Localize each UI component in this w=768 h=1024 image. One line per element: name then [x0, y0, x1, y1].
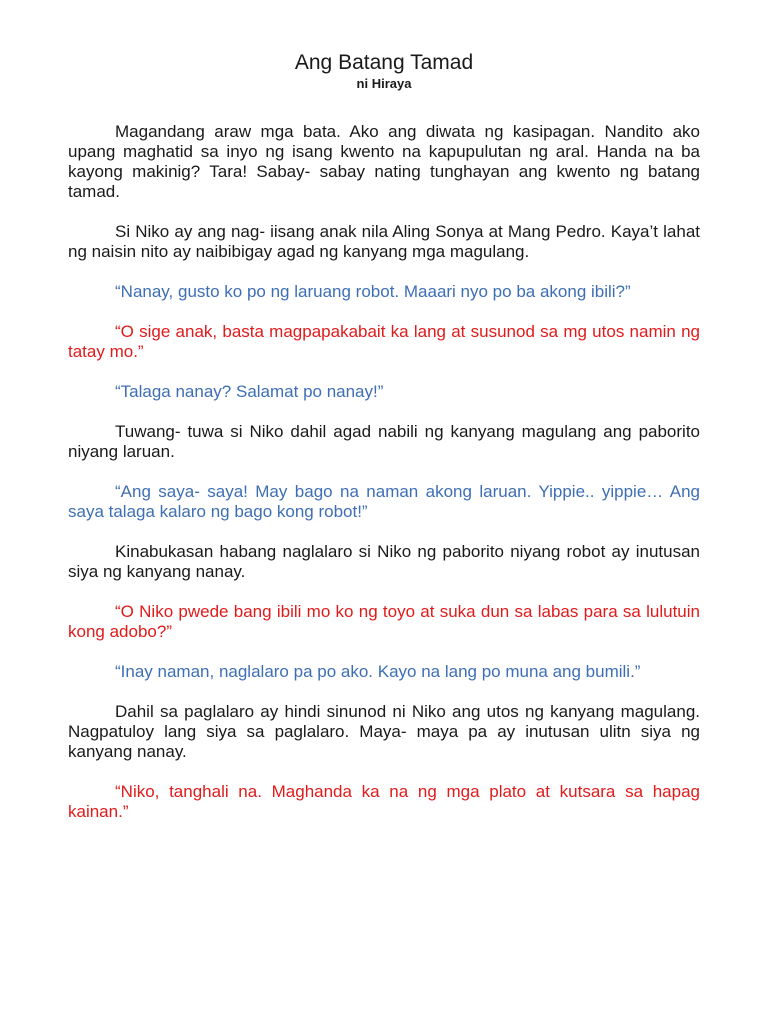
dialogue-niko-thanks: “Talaga nanay? Salamat po nanay!” [115, 382, 384, 401]
dialogue-mother-errand: “O Niko pwede bang ibili mo ko ng toyo at suka dun sa labas para sa lulutuin kong adobo?” [68, 602, 700, 641]
paragraph-intro: Magandang araw mga bata. Ako ang diwata ng kasipagan. Nandito ako upang maghatid sa inyo ng isang kwento na kapupulutan ng aral. Handa na ba kayong makinig? Tara! Sabay- sabay nating tunghayan ang kwento ng batang tamad. [68, 122, 700, 201]
dialogue-niko-request: “Nanay, gusto ko po ng laruang robot. Maaari nyo po ba akong ibili?” [115, 282, 631, 301]
document-title: Ang Batang Tamad [294, 51, 474, 74]
story-body [68, 122, 700, 822]
document-author: ni Hiraya [356, 76, 412, 91]
paragraph-niko-intro: Si Niko ay ang nag- iisang anak nila Aling Sonya at Mang Pedro. Kaya’t lahat ng naisin nito ay naibibigay agad ng kanyang mga magulang. [68, 222, 700, 261]
paragraph-happy: Tuwang- tuwa si Niko dahil agad nabili ng kanyang magulang ang paborito niyang laruan. [68, 422, 700, 461]
dialogue-niko-joy: “Ang saya- saya! May bago na naman akong laruan. Yippie.. yippie… Ang saya talaga kalaro ng bago kong robot!” [68, 482, 700, 521]
dialogue-parent-reply: “O sige anak, basta magpapakabait ka lang at susunod sa mg utos namin ng tatay mo.” [68, 322, 700, 361]
paragraph-next-day: Kinabukasan habang naglalaro si Niko ng paborito niyang robot ay inutusan siya ng kanyang nanay. [68, 542, 700, 581]
dialogue-mother-table: “Niko, tanghali na. Maghanda ka na ng mga plato at kutsara sa hapag kainan.” [68, 782, 700, 821]
paragraph-disobey: Dahil sa paglalaro ay hindi sinunod ni Niko ang utos ng kanyang magulang. Nagpatuloy lang siya sa paglalaro. Maya- maya pa ay inutusan ulitn siya ng kanyang nanay. [68, 702, 700, 761]
dialogue-niko-refuse: “Inay naman, naglalaro pa po ako. Kayo na lang po muna ang bumili.” [115, 662, 641, 681]
